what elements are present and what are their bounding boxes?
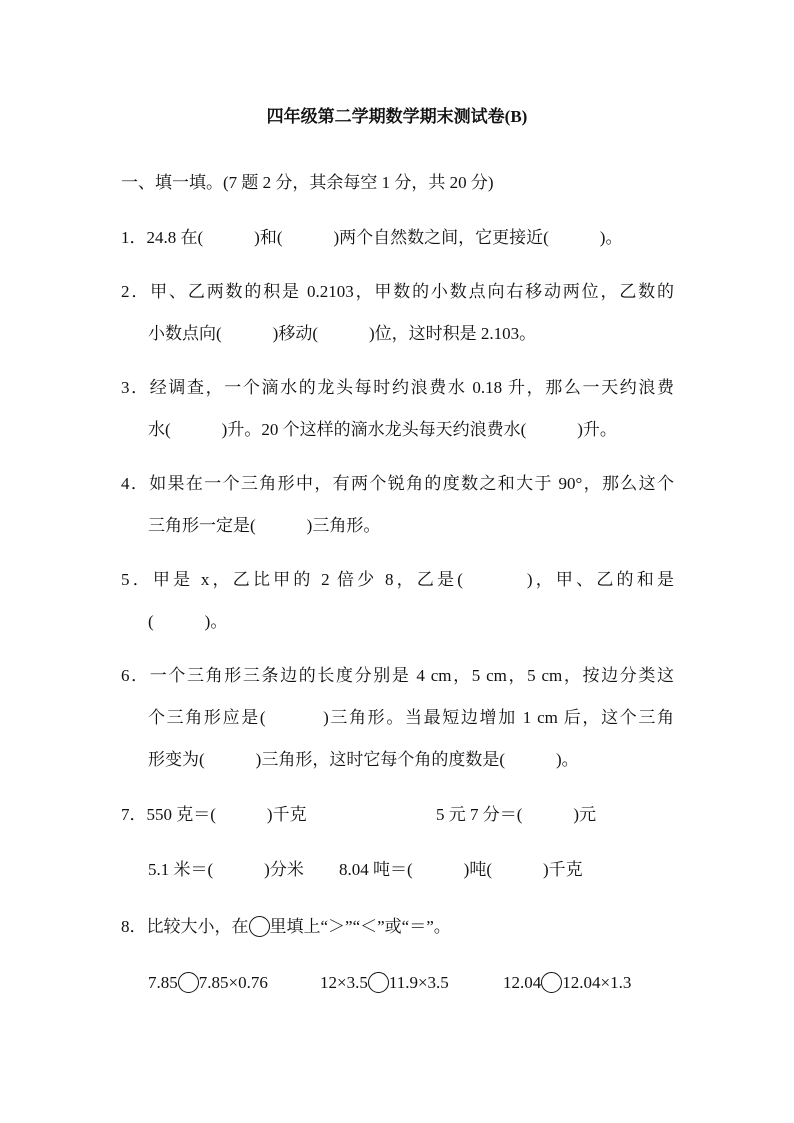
question-6-line-2: 个三角形应是( )三角形。当最短边增加 1 cm 后，这个三角 <box>148 708 674 727</box>
question-7-item-yuan: 5 元 7 分＝( )元 <box>436 805 597 824</box>
question-4-line-1: 4．如果在一个三角形中，有两个锐角的度数之和大于 90°，那么这个 <box>121 474 674 493</box>
compare-left: 12×3.5 <box>320 973 368 992</box>
question-6-line-1: 6．一个三角形三条边的长度分别是 4 cm，5 cm，5 cm，按边分类这 <box>121 666 674 685</box>
compare-item-1 <box>148 972 268 994</box>
section-heading: 一、填一填。(7 题 2 分，其余每空 1 分，共 20 分) <box>121 173 494 192</box>
question-8-suffix: 里填上“＞”“＜”或“＝”。 <box>269 917 451 936</box>
question-7-item-meters: 5.1 米＝( )分米 <box>148 860 304 879</box>
question-1: 1．24.8 在( )和( )两个自然数之间，它更接近( )。 <box>121 228 623 247</box>
question-6-line-3: 形变为( )三角形，这时它每个角的度数是( )。 <box>148 750 579 769</box>
compare-right: 12.04×1.3 <box>562 973 632 992</box>
compare-left: 12.04 <box>503 973 542 992</box>
page-title: 四年级第二学期数学期末测试卷(B) <box>266 107 528 126</box>
compare-answer-circle-icon[interactable] <box>368 972 389 993</box>
question-8-instruction <box>121 916 451 938</box>
question-3-line-2: 水( )升。20 个这样的滴水龙头每天约浪费水( )升。 <box>148 420 617 439</box>
question-3-line-1: 3．经调查，一个滴水的龙头每时约浪费水 0.18 升，那么一天约浪费 <box>121 378 674 397</box>
question-2-line-1: 2．甲、乙两数的积是 0.2103，甲数的小数点向右移动两位，乙数的 <box>121 282 674 301</box>
compare-item-2 <box>320 972 449 994</box>
question-4-line-2: 三角形一定是( )三角形。 <box>148 516 381 535</box>
question-5-line-2: ( )。 <box>148 612 228 631</box>
question-2-line-2: 小数点向( )移动( )位，这时积是 2.103。 <box>148 324 537 343</box>
compare-circle-icon <box>249 916 270 937</box>
compare-right: 11.9×3.5 <box>388 973 449 992</box>
compare-answer-circle-icon[interactable] <box>541 972 562 993</box>
question-8-prefix: 8．比较大小，在 <box>121 917 249 936</box>
question-5-line-1: 5．甲是 x，乙比甲的 2 倍少 8，乙是( )，甲、乙的和是 <box>121 570 674 589</box>
compare-item-3 <box>503 972 631 994</box>
compare-answer-circle-icon[interactable] <box>178 972 199 993</box>
question-7-item-grams: 7．550 克＝( )千克 <box>121 805 307 824</box>
compare-left: 7.85 <box>148 973 178 992</box>
compare-right: 7.85×0.76 <box>198 973 268 992</box>
question-7-item-tons: 8.04 吨＝( )吨( )千克 <box>339 860 583 879</box>
